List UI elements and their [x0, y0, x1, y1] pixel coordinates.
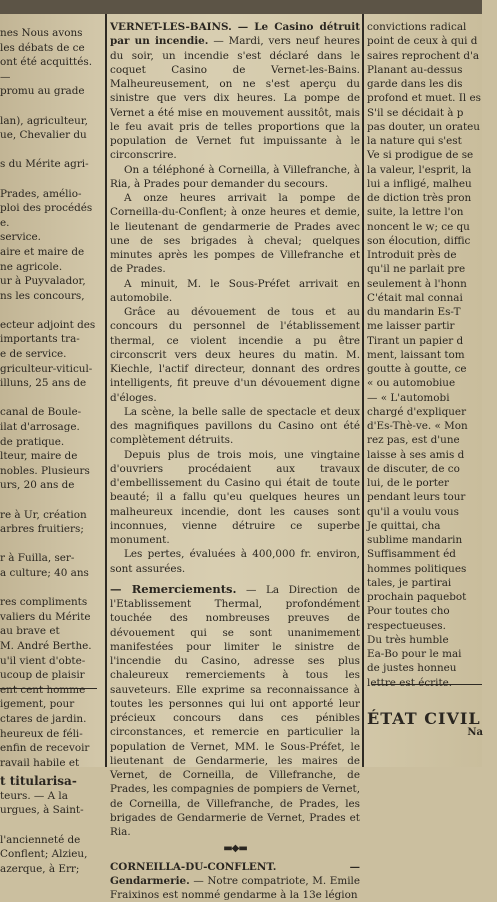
- left-column-line: ue, Chevalier du: [0, 128, 100, 143]
- left-column-line: importants tra-: [0, 332, 100, 347]
- right-column-line: garde dans les dis: [367, 77, 497, 91]
- right-column-line: hommes politiques: [367, 562, 497, 576]
- left-column-line: [0, 303, 100, 318]
- article-corneilla: [110, 860, 360, 902]
- right-column-line: Pour toutes cho: [367, 604, 497, 618]
- left-column-line: s du Mérite agri-: [0, 157, 100, 172]
- left-column-line: igement, pour: [0, 697, 100, 712]
- right-column-line: noncent le w; ce qu: [367, 220, 497, 234]
- right-column-line: qu'il a voulu vous: [367, 505, 497, 519]
- left-column-line: promu au grade: [0, 84, 100, 99]
- left-column-line: ecteur adjoint des: [0, 318, 100, 333]
- right-column-line: S'il se décidait à p: [367, 106, 497, 120]
- right-column-line: Introduit près de: [367, 248, 497, 262]
- right-column-line: chargé d'expliquer: [367, 405, 497, 419]
- left-column-line: —: [0, 70, 100, 85]
- article-casino-fire-p2: On a téléphoné à Corneilla, à Villefranche, à Ria, à Prades pour demander du secours.: [110, 163, 360, 192]
- right-column-line: Ea-Bo pour le mai: [367, 647, 497, 661]
- article-casino-fire-title: VERNET-LES-BAINS. — Le Casino détruit par un incendie.: [110, 21, 360, 47]
- right-column-line: de diction très pron: [367, 191, 497, 205]
- article-thanks-text: — La Direction de l'Etablissement Thermal, profondément touchée des nombreuses preuves de dévouement qui se sont unanimement manifestées pour limiter le sinistre de l'incendie du Casino, adresse ses plus chaleureux remerciements à tous les sauveteurs. Elle exprime sa reconnaissance à toutes les personnes qui lui ont apporté leur précieux concours dans ces pénibles circonstances, et remercie en particulier la population de Vernet, MM. le Sous-Préfet, le lieutenant de Gendarmerie, les maires de Vernet, de Corneilla, de Villefranche, de Prades, les compagnies de pompiers de Vernet, de Corneilla, de Villefranche, de Prades, les brigades de Gendarmerie de Vernet, Prades et Ria.: [110, 584, 360, 838]
- article-corneilla-text: — Notre compatriote, M. Emile Fraixinos est nommé gendarme à la 13e légion: [110, 875, 360, 901]
- left-column-line: ravail habile et: [0, 756, 100, 771]
- right-column-line: la valeur, l'esprit, la: [367, 163, 497, 177]
- right-column-line: lui a infligé, malheu: [367, 177, 497, 191]
- right-column-line: du mandarin Es-T: [367, 305, 497, 319]
- right-column-line: rez pas, est d'une: [367, 433, 497, 447]
- middle-column: [110, 20, 360, 902]
- right-column-line: Tirant un papier d: [367, 334, 497, 348]
- left-column-line: ucoup de plaisir: [0, 668, 100, 683]
- article-corneilla-body: [110, 860, 360, 902]
- left-column-line: ur à Puyvalador,: [0, 274, 100, 289]
- left-column-line: urs, 20 ans de: [0, 478, 100, 493]
- left-column-line: [0, 818, 100, 833]
- right-column-line: C'était mal connai: [367, 291, 497, 305]
- article-casino-fire-p8: Les pertes, évaluées à 400,000 fr. environ, sont assurées.: [110, 547, 360, 576]
- left-column-line: e.: [0, 216, 100, 231]
- left-column-line: ploi des procédés: [0, 201, 100, 216]
- left-column-line: illuns, 25 ans de: [0, 376, 100, 391]
- left-column-line: service.: [0, 230, 100, 245]
- left-column-line: enfin de recevoir: [0, 741, 100, 756]
- left-column-line: ont été acquittés.: [0, 55, 100, 70]
- right-column-line: respectueuses.: [367, 619, 497, 633]
- right-column-line: seulement à l'honn: [367, 277, 497, 291]
- article-casino-fire-p1: [110, 20, 360, 163]
- article-casino-fire-lead: — Mardi, vers neuf heures du soir, un incendie s'est déclaré dans le coquet Casino de Vernet-les-Bains. Malheureusement, on ne s'est aperçu du sinistre que vers dix heures. La pompe de Vernet a été mise en mouvement aussitôt, mais le feu avait pris de telles proportions que la population de Vernet fut impuissante à le circonscrire.: [110, 35, 360, 161]
- right-column-line: lui, de le porter: [367, 476, 497, 490]
- left-column-line: Prades, amélio-: [0, 187, 100, 202]
- right-column-line: saires reprochent d'a: [367, 49, 497, 63]
- left-column-line: au brave et: [0, 624, 100, 639]
- left-column-line: [0, 493, 100, 508]
- article-thanks: [110, 582, 360, 840]
- right-column-line: Planant au-dessus: [367, 63, 497, 77]
- column-rule-left: [105, 14, 107, 767]
- left-column-line: nobles. Plusieurs: [0, 464, 100, 479]
- right-column-line: sublime mandarin: [367, 533, 497, 547]
- left-column-line: heureux de féli-: [0, 727, 100, 742]
- column-rule-right: [362, 14, 364, 767]
- left-column-line: les débats de ce: [0, 41, 100, 56]
- left-column-line: canal de Boule-: [0, 405, 100, 420]
- left-column-line: M. André Berthe.: [0, 639, 100, 654]
- right-column-line: goutte à goutte, ce: [367, 362, 497, 376]
- left-column-line: [0, 581, 100, 596]
- right-column-line: profond et muet. Il es: [367, 91, 497, 105]
- right-column-line: pendant leurs tour: [367, 490, 497, 504]
- right-column-line: suite, la lettre l'on: [367, 205, 497, 219]
- right-column-line: me laisser partir: [367, 319, 497, 333]
- left-column-line: lan), agriculteur,: [0, 114, 100, 129]
- left-column-line: griculteur-viticul-: [0, 362, 100, 377]
- right-column-line: « ou automobiue: [367, 376, 497, 390]
- left-column-line: de pratique.: [0, 435, 100, 450]
- right-column: [367, 20, 497, 740]
- left-column-line: e de service.: [0, 347, 100, 362]
- right-column-line: de justes honneu: [367, 661, 497, 675]
- etat-civil-subheading: Na: [367, 726, 497, 740]
- article-casino-fire: [110, 20, 360, 576]
- right-column-line: Je quittai, cha: [367, 519, 497, 533]
- left-column-line: [0, 172, 100, 187]
- left-column-line: [0, 143, 100, 158]
- left-column-line: urgues, à Saint-: [0, 803, 100, 818]
- left-column-line: azerque, à Err;: [0, 862, 100, 877]
- left-column-line: re à Ur, création: [0, 508, 100, 523]
- right-column-line: qu'il ne parlait pre: [367, 262, 497, 276]
- right-column-line: laisse à ses amis d: [367, 448, 497, 462]
- article-corneilla-title: CORNEILLA-DU-CONFLENT. — Gendarmerie.: [110, 861, 360, 887]
- left-column-line: nes Nous avons: [0, 26, 100, 41]
- right-column-line: la nature qui s'est: [367, 134, 497, 148]
- left-column-line: u'il vient d'obte-: [0, 654, 100, 669]
- right-column-line: d'Es-Thè-ve. « Mon: [367, 419, 497, 433]
- article-casino-fire-p5: Grâce au dévouement de tous et au concours du personnel de l'établissement thermal, ce violent incendie a pu être circonscrit vers deux heures du matin. M. Kiechle, l'actif directeur, donnant des ordres intelligents, fit preuve d'un dévouement digne d'éloges.: [110, 305, 360, 405]
- article-casino-fire-p7: Depuis plus de trois mois, une vingtaine d'ouvriers procédaient aux travaux d'embellissement du Casino qui était de toute beauté; il a fallu qu'eu quelques heures un malheureux incendie, dont les causes sont inconnues, vienne détruire ce superbe monument.: [110, 448, 360, 548]
- right-column-line: tales, je partirai: [367, 576, 497, 590]
- top-margin-band: [0, 0, 482, 14]
- right-column-line: point de ceux à qui d: [367, 34, 497, 48]
- left-column-line: ns les concours,: [0, 289, 100, 304]
- right-column-line: Ve si prodigue de se: [367, 148, 497, 162]
- left-column-line: [0, 99, 100, 114]
- left-column-line: valiers du Mérite: [0, 610, 100, 625]
- right-column-line: Suffisamment éd: [367, 547, 497, 561]
- article-casino-fire-p4: A minuit, M. le Sous-Préfet arrivait en automobile.: [110, 277, 360, 306]
- right-column-line: — « L'automobi: [367, 391, 497, 405]
- right-column-line: convictions radical: [367, 20, 497, 34]
- left-column-line: lteur, maire de: [0, 449, 100, 464]
- right-column-line: ment, laissant tom: [367, 348, 497, 362]
- right-column-line: pas douter, un orateu: [367, 120, 497, 134]
- right-column-line: son élocution, diffic: [367, 234, 497, 248]
- right-column-text: [367, 20, 497, 690]
- left-column-heading: t titularisa-: [0, 774, 100, 789]
- article-thanks-title: — Remerciements.: [110, 582, 237, 596]
- right-column-line: prochain paquebot: [367, 590, 497, 604]
- article-casino-fire-p6: La scène, la belle salle de spectacle et deux des magnifiques pavillons du Casino ont été complètement détruits.: [110, 405, 360, 448]
- left-column-line: aire et maire de: [0, 245, 100, 260]
- article-thanks-body: [110, 582, 360, 840]
- left-column-line: ent cent homme: [0, 683, 100, 698]
- section-ornament: ▬◆▬: [110, 842, 360, 856]
- left-column-line: l'ancienneté de: [0, 833, 100, 848]
- etat-civil-heading: ÉTAT CIVIL: [367, 712, 497, 726]
- left-column-line: arbres fruitiers;: [0, 522, 100, 537]
- right-column-line: Du très humble: [367, 633, 497, 647]
- left-column-line: r à Fuilla, ser-: [0, 551, 100, 566]
- left-column-line: ctares de jardin.: [0, 712, 100, 727]
- left-column-line: teurs. — A la: [0, 789, 100, 804]
- left-column: [0, 26, 100, 876]
- right-column-line: de discuter, de co: [367, 462, 497, 476]
- left-column-line: Conflent; Alzieu,: [0, 847, 100, 862]
- article-casino-fire-p3: A onze heures arrivait la pompe de Corneilla-du-Conflent; à onze heures et demie, le lieutenant de gendarmerie de Prades avec une de ses brigades à cheval; quelques minutes après les pompes de Villefranche et de Prades.: [110, 191, 360, 277]
- left-column-line: [0, 391, 100, 406]
- left-column-line: a culture; 40 ans: [0, 566, 100, 581]
- left-column-line: ne agricole.: [0, 260, 100, 275]
- left-column-line: res compliments: [0, 595, 100, 610]
- left-column-line: [0, 537, 100, 552]
- left-column-line: ilat d'arrosage.: [0, 420, 100, 435]
- right-column-line: lettre est écrite.: [367, 676, 497, 690]
